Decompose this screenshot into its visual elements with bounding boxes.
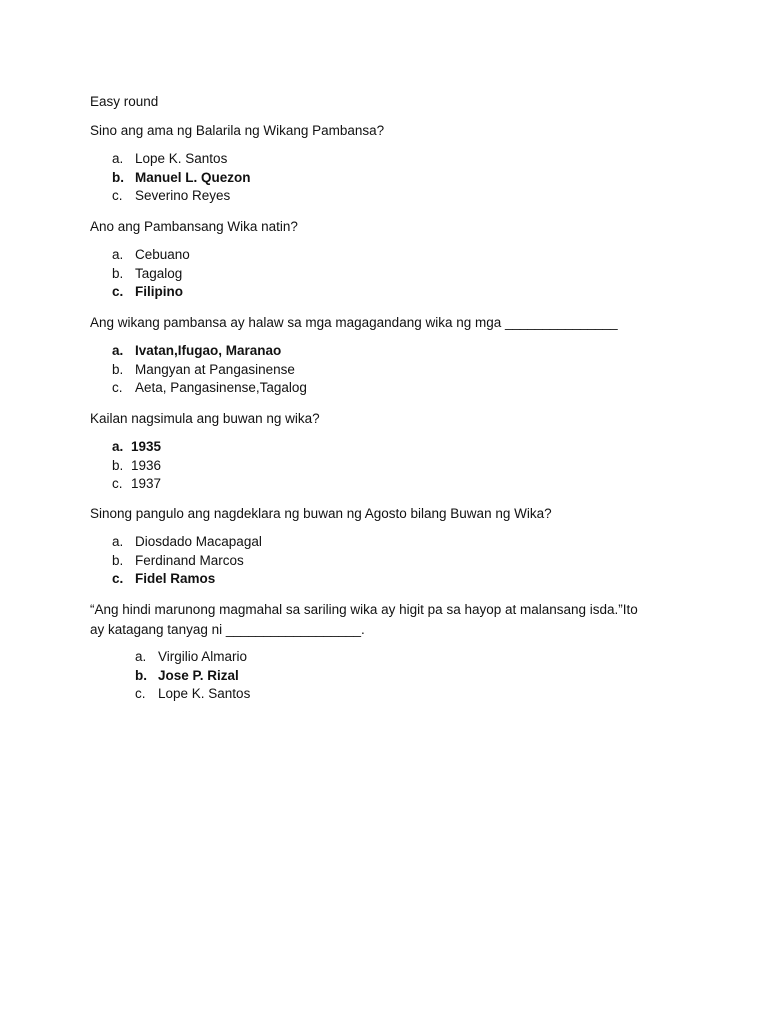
choice-text: Lope K. Santos [135, 151, 228, 166]
choice-letter: a. [112, 343, 124, 358]
choice-letter: b. [112, 169, 124, 185]
choice-5c [112, 570, 262, 589]
choice-letter: b. [112, 457, 124, 473]
choice-letter: b. [112, 265, 124, 281]
choice-1b [112, 169, 251, 188]
question-1: Sino ang ama ng Balarila ng Wikang Pambansa? [90, 123, 385, 138]
choice-6a [135, 648, 250, 667]
question-5-choices [112, 533, 262, 589]
choice-3a [112, 342, 307, 361]
question-2-choices [112, 246, 190, 302]
choice-4c [112, 475, 161, 494]
question-3: Ang wikang pambansa ay halaw sa mga magagandang wika ng mga _______________ [90, 315, 618, 330]
question-1-choices [112, 150, 251, 206]
choice-3c [112, 379, 307, 398]
choice-letter: c. [112, 284, 124, 300]
choice-text: Virgilio Almario [158, 649, 248, 664]
question-2: Ano ang Pambansang Wika natin? [90, 219, 298, 234]
question-5: Sinong pangulo ang nagdeklara ng buwan ng Agosto bilang Buwan ng Wika? [90, 506, 552, 521]
choice-letter: a. [112, 247, 124, 262]
choice-letter: c. [135, 686, 146, 702]
choice-letter: c. [112, 188, 123, 204]
choice-text: Diosdado Macapagal [135, 534, 262, 549]
choice-text: Severino Reyes [135, 188, 231, 204]
choice-text: 1936 [131, 457, 162, 473]
choice-2a [112, 246, 190, 265]
choice-4b [112, 457, 161, 476]
choice-text: Ivatan,Ifugao, Maranao [135, 343, 282, 358]
choice-text: Aeta, Pangasinense,Tagalog [135, 380, 307, 396]
choice-text: Lope K. Santos [158, 686, 251, 702]
choice-text: Cebuano [135, 247, 190, 262]
choice-2c [112, 283, 190, 302]
choice-4a [112, 438, 161, 457]
question-3-choices [112, 342, 307, 398]
choice-text: Manuel L. Quezon [135, 169, 251, 185]
choice-text: 1935 [131, 439, 162, 454]
choice-3b [112, 361, 307, 380]
choice-letter: a. [135, 649, 147, 664]
choice-letter: c. [112, 380, 123, 396]
question-6-choices [135, 648, 250, 704]
choice-letter: c. [112, 476, 123, 492]
question-4-choices [112, 438, 161, 494]
choice-text: Fidel Ramos [135, 571, 216, 587]
choice-text: Mangyan at Pangasinense [135, 361, 295, 377]
choice-text: Filipino [135, 284, 183, 300]
choice-text: 1937 [131, 476, 162, 492]
choice-letter: b. [135, 667, 147, 683]
choice-letter: a. [112, 534, 124, 549]
choice-letter: c. [112, 571, 124, 587]
choice-5b [112, 552, 262, 571]
choice-2b [112, 265, 190, 284]
choice-6b [135, 667, 250, 686]
question-4: Kailan nagsimula ang buwan ng wika? [90, 411, 320, 426]
choice-letter: a. [112, 151, 124, 166]
choice-letter: a. [112, 439, 124, 454]
choice-text: Tagalog [135, 265, 183, 281]
question-6: “Ang hindi marunong magmahal sa sariling wika ay higit pa sa hayop at malansang isda.”Ito ay katagang tanyag ni __________________. [90, 602, 638, 637]
choice-letter: b. [112, 361, 124, 377]
choice-6c [135, 685, 250, 704]
choice-1a [112, 150, 251, 169]
choice-5a [112, 533, 262, 552]
choice-letter: b. [112, 552, 124, 568]
round-title: Easy round [90, 94, 159, 109]
choice-1c [112, 187, 251, 206]
choice-text: Ferdinand Marcos [135, 552, 244, 568]
choice-text: Jose P. Rizal [158, 667, 239, 683]
